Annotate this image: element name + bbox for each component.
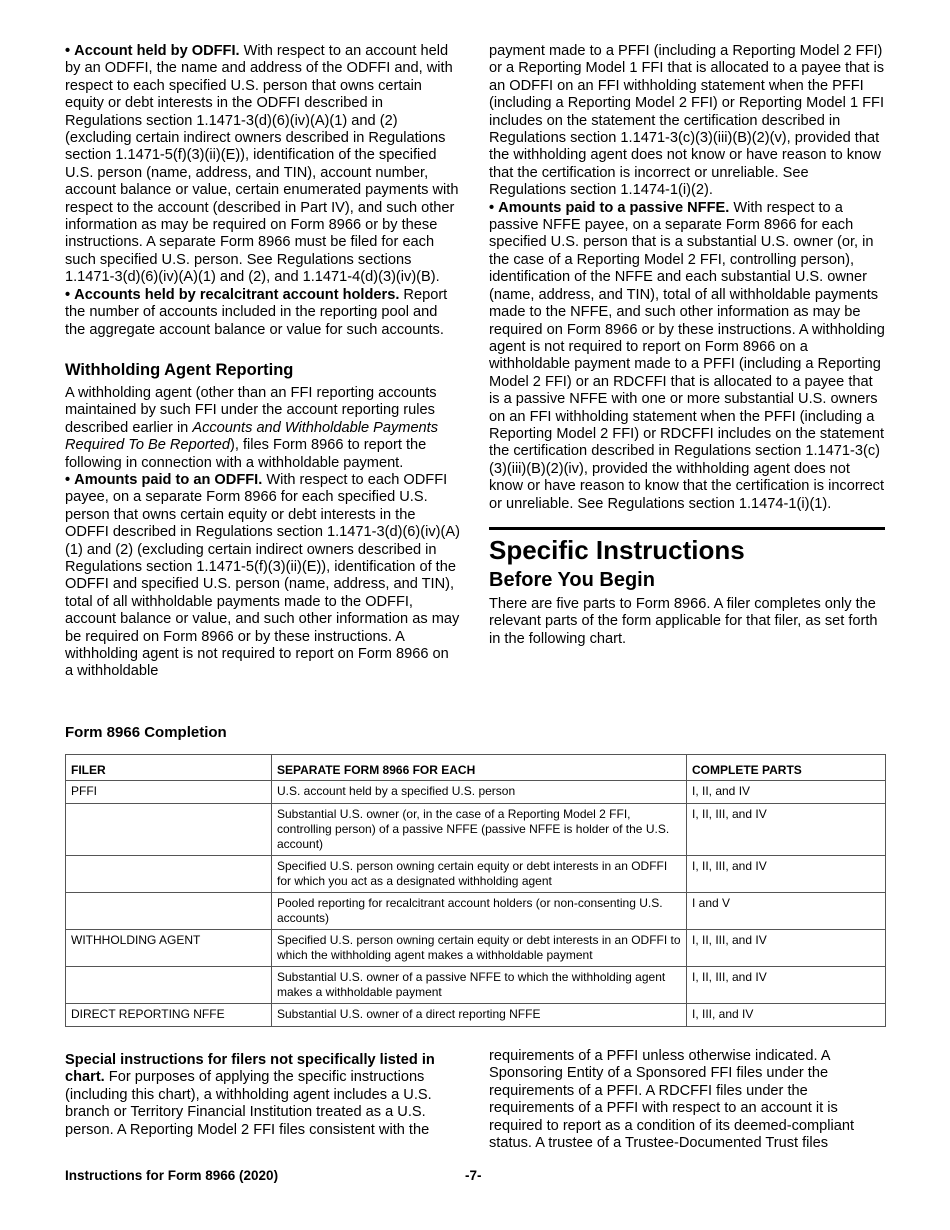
paragraph-italic-reference: Accounts and Withholdable Payments Required To Be Reported — [65, 419, 439, 454]
paragraph-special-instructions — [65, 1052, 465, 1139]
left-column — [65, 43, 460, 681]
paragraph-special-instructions-continued: requirements of a PFFI unless otherwise indicated. A Sponsoring Entity of a Sponsored FFI files under the requirements of a PFFI. A RDCFFI files under the requirements of a PFFI with respect to an account it is required to report as a condition of its deemed-compliant status. A trustee of a Trustee-Documented Trust files — [489, 1048, 855, 1152]
cell-filer — [66, 967, 272, 1004]
table-header-row — [66, 755, 886, 781]
paragraph-amounts-paid-odffi — [65, 472, 460, 681]
cell-filer: DIRECT REPORTING NFFE — [66, 1004, 272, 1027]
heading-before-you-begin: Before You Begin — [489, 568, 655, 591]
cell-complete-parts: I, II, III, and IV — [687, 930, 886, 967]
cell-complete-parts: I, II, III, and IV — [687, 804, 886, 856]
cell-complete-parts: I and V — [687, 893, 886, 930]
cell-filer: PFFI — [66, 781, 272, 804]
cell-filer — [66, 856, 272, 893]
paragraph-lead: Account held by ODFFI. — [74, 43, 240, 59]
table-title: Form 8966 Completion — [65, 724, 227, 741]
paragraph-text: With respect to an account held by an ODFFI, the name and address of the ODFFI and, with respect to each specified U.S. person that owns certain equity or debt interests in the ODFFI described in Regulations section 1.1471-3(d)(6)(iv)(A)(1) and (2) (excluding certain indirect owners described in Regulations section 1.1471-5(f)(3)(ii)(E)), identification of the specified U.S. person (name, address, and TIN), account number, account balance or value, certain enumerated payments with respect to the account (described in Part IV), and such other information as may be required on Form 8966 or by these instructions. A separate Form 8966 must be filed for each such specified U.S. person. See Regulations sections 1.1471-3(d)(6)(iv)(A)(1) and (2), and 1.1471-4(d)(3)(iv)(B). — [65, 43, 459, 286]
column-header-filer: FILER — [66, 755, 272, 781]
cell-complete-parts: I, II, and IV — [687, 781, 886, 804]
heading-specific-instructions: Specific Instructions — [489, 534, 745, 565]
paragraph-lead: Amounts paid to a passive NFFE. — [498, 199, 730, 216]
cell-separate-form: Specified U.S. person owning certain equity or debt interests in an ODFFI to which the withholding agent makes a withholdable payment — [272, 930, 687, 967]
right-column — [489, 43, 885, 648]
paragraph-text: With respect to a passive NFFE payee, on a separate Form 8966 for each specified U.S. person that is a substantial U.S. owner (or, in the case of a Reporting Model 2 FFI, controlling person), identification of the NFFE and each substantial U.S. owner (name, address, and TIN), total of all withholdable payments made to the NFFE, and such other information as may be required on Form 8966 or by these instructions. A withholding agent is not required to report on Form 8966 on a withholdable payment made to a PFFI (including a Reporting Model 2 FFI) or an RDCFFI that is allocated to a payee that is a passive NFFE with one or more substantial U.S. owners on an FFI withholding statement when the PFFI (including a Reporting Model 2 FFI) or RDCFFI includes on the statement the certification described in Regulations section 1.1471-3(c)(3)(iii)(B)(2)(iv), provided the withholding agent does not know or have reason to know that the certification is incorrect or unreliable. See Regulations section 1.1474-1(i)(1). — [489, 199, 885, 512]
table-row — [66, 804, 886, 856]
form-completion-table — [65, 754, 886, 1027]
cell-separate-form: Substantial U.S. owner of a direct reporting NFFE — [272, 1004, 687, 1027]
paragraph-recalcitrant-accounts — [65, 287, 460, 339]
column-header-complete-parts: COMPLETE PARTS — [687, 755, 886, 781]
cell-filer — [66, 804, 272, 856]
footer-document-title: Instructions for Form 8966 (2020) — [65, 1168, 279, 1183]
paragraph-text: ), files Form 8966 to report the following in connection with a withholdable payment. — [65, 437, 427, 471]
paragraph-lead: Accounts held by recalcitrant account holders. — [74, 286, 400, 303]
section-divider — [489, 527, 885, 530]
paragraph-lead: Special instructions for filers not specifically listed in chart. — [65, 1052, 435, 1086]
paragraph-account-held-by-odffi — [65, 43, 460, 287]
cell-separate-form: Pooled reporting for recalcitrant account holders (or non-consenting U.S. accounts) — [272, 893, 687, 930]
heading-withholding-agent-reporting: Withholding Agent Reporting — [65, 360, 294, 379]
cell-complete-parts: I, II, III, and IV — [687, 967, 886, 1004]
cell-separate-form: Specified U.S. person owning certain equity or debt interests in an ODFFI for which you act as a designated withholding agent — [272, 856, 687, 893]
paragraph-text: For purposes of applying the specific instructions (including this chart), a withholding agent includes a U.S. branch or Territory Financial Institution treated as a U.S. person. A Reporting Model 2 FFI files consistent with the — [65, 1069, 432, 1138]
cell-separate-form: Substantial U.S. owner (or, in the case of a Reporting Model 2 FFI, controlling person) of a passive NFFE (passive NFFE is holder of the U.S. account) — [272, 804, 687, 856]
bottom-right-column — [489, 1048, 885, 1152]
paragraph-withholding-agent-intro — [65, 385, 460, 472]
cell-filer — [66, 893, 272, 930]
table-row — [66, 893, 886, 930]
cell-separate-form: Substantial U.S. owner of a passive NFFE to which the withholding agent makes a withholdable payment — [272, 967, 687, 1004]
table-row — [66, 930, 886, 967]
footer-page-number: -7- — [465, 1168, 482, 1183]
table-row — [66, 1004, 886, 1027]
cell-complete-parts: I, II, III, and IV — [687, 856, 886, 893]
column-header-separate-form: SEPARATE FORM 8966 FOR EACH — [272, 755, 687, 781]
paragraph-five-parts: There are five parts to Form 8966. A filer completes only the relevant parts of the form applicable for that filer, as set forth in the following chart. — [489, 595, 878, 647]
paragraph-amounts-paid-passive-nffe — [489, 200, 885, 513]
paragraph-continued-payment: payment made to a PFFI (including a Reporting Model 2 FFI) or a Reporting Model 1 FFI that is allocated to a payee that is an ODFFI on an FFI withholding statement when the PFFI (including a Reporting Model 2 FFI) or Reporting Model 1 FFI includes on the statement the certification described in Regulations section 1.1471-3(c)(3)(iii)(B)(2)(v), provided that the withholding agent does not know or have reason to know that the certification is incorrect or unreliable. See Regulations section 1.1474-1(i)(2). — [489, 43, 885, 199]
paragraph-text: Report the number of accounts included in the reporting pool and the aggregate account balance or value for such accounts. — [65, 286, 448, 338]
cell-separate-form: U.S. account held by a specified U.S. person — [272, 781, 687, 804]
paragraph-text: With respect to each ODFFI payee, on a separate Form 8966 for each specified U.S. person that owns certain equity or debt interests in the ODFFI described in Regulations section 1.1471-3(d)(6)(iv)(A)(1) and (2) (excluding certain indirect owners described in Regulations section 1.1471-5(f)(3)(ii)(E)), identification of the ODFFI and specified U.S. person (name, address, and TIN), total of all withholdable payments made to the ODFFI, account balance or value, and such other information as may be required on Form 8966 or by these instructions. A withholding agent is not required to report on Form 8966 on a withholdable — [65, 471, 460, 680]
paragraph-lead: Amounts paid to an ODFFI. — [74, 471, 263, 488]
bottom-left-column — [65, 1052, 465, 1139]
cell-filer: WITHHOLDING AGENT — [66, 930, 272, 967]
paragraph-text: A withholding agent (other than an FFI reporting accounts maintained by such FFI under the account reporting rules described earlier in — [65, 384, 437, 436]
table-row — [66, 781, 886, 804]
table-row — [66, 856, 886, 893]
table-row — [66, 967, 886, 1004]
cell-complete-parts: I, III, and IV — [687, 1004, 886, 1027]
